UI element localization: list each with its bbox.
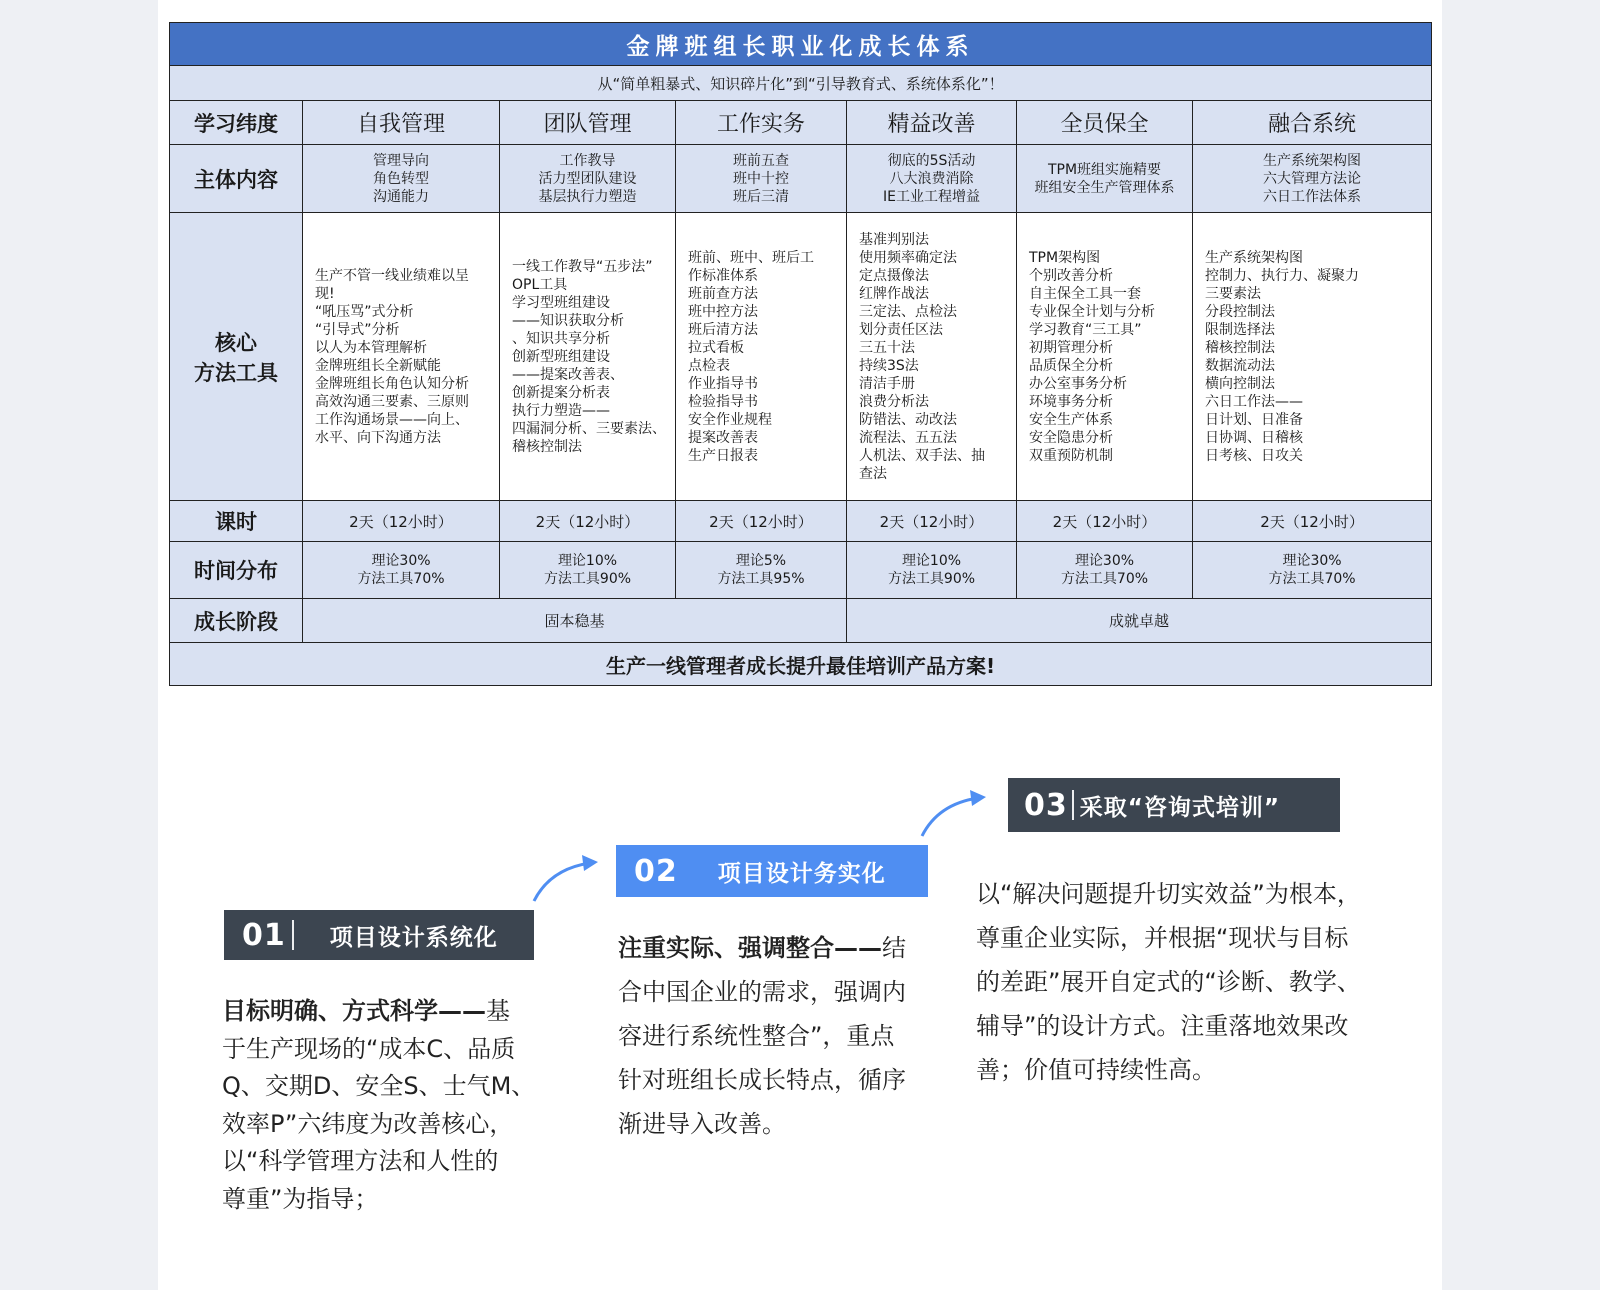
tool-item: 日考核、日攻关 bbox=[1205, 447, 1303, 464]
dimension-cell: 融合系统 bbox=[1193, 101, 1432, 145]
tool-item: 金牌班组长全新赋能 bbox=[315, 357, 441, 374]
step-03-badge bbox=[1008, 778, 1340, 832]
main-content-line: 六大管理方法论 bbox=[1263, 170, 1362, 187]
core-tools-row bbox=[170, 213, 1432, 501]
main-content-line: 六日工作法体系 bbox=[1263, 188, 1362, 205]
table-subtitle: 从“简单粗暴式、知识碎片化”到“引导教育式、系统体系化”！ bbox=[170, 66, 1432, 101]
step-line: 渐进导入改善。 bbox=[618, 1110, 786, 1138]
tool-item: 基准判别法 bbox=[859, 231, 929, 248]
tool-item: 班中控方法 bbox=[688, 303, 758, 320]
row-label-dimension: 学习纬度 bbox=[170, 101, 303, 145]
hours-cell: 2天（12小时） bbox=[847, 501, 1017, 542]
distribution-cell bbox=[1017, 542, 1193, 599]
tool-item: 执行力塑造—— bbox=[512, 402, 610, 419]
row-label-core-tools bbox=[170, 213, 303, 501]
tool-item: 作标准体系 bbox=[688, 267, 758, 284]
distribution-tools: 方法工具90% bbox=[543, 571, 632, 587]
tool-item: 水平、向下沟通方法 bbox=[315, 429, 441, 446]
main-content-cell bbox=[847, 145, 1017, 213]
tool-item: 红牌作战法 bbox=[859, 285, 929, 302]
main-content-line: 班前五查 bbox=[733, 152, 789, 169]
tool-item: 横向控制法 bbox=[1205, 375, 1275, 392]
step-label: 项目设计系统化 bbox=[329, 924, 498, 951]
tool-item: 作业指导书 bbox=[688, 375, 758, 392]
main-content-line: 班中十控 bbox=[733, 170, 789, 187]
tools-cell bbox=[1017, 213, 1193, 501]
tool-item: 生产系统架构图 bbox=[1205, 249, 1303, 266]
tool-item: 流程法、五五法 bbox=[859, 429, 957, 446]
tool-item: 拉式看板 bbox=[688, 339, 744, 356]
tools-cell bbox=[1193, 213, 1432, 501]
tool-item: 点检表 bbox=[688, 357, 730, 374]
tool-item: 品质保全分析 bbox=[1029, 357, 1113, 374]
distribution-theory: 理论10% bbox=[901, 553, 962, 569]
row-label-core-tools-line: 核心 bbox=[215, 330, 257, 355]
main-content-line: 彻底的5S活动 bbox=[887, 152, 976, 169]
distribution-theory: 理论30% bbox=[371, 553, 431, 569]
tool-item: 浪费分析法 bbox=[859, 393, 929, 410]
tool-item: 生产日报表 bbox=[688, 447, 758, 464]
tool-item: 稽核控制法 bbox=[512, 438, 582, 455]
tool-item: 环境事务分析 bbox=[1029, 393, 1113, 410]
tool-item: 学习型班组建设 bbox=[512, 294, 610, 311]
step-divider bbox=[292, 920, 294, 950]
stage-cell-foundation: 固本稳基 bbox=[303, 599, 847, 643]
tool-item: 日协调、日稽核 bbox=[1205, 429, 1303, 446]
main-content-line: 管理导向 bbox=[373, 152, 429, 169]
tool-item: 初期管理分析 bbox=[1029, 339, 1113, 356]
tool-item: 四漏洞分析、三要素法、 bbox=[512, 420, 666, 437]
step-02-text bbox=[618, 926, 938, 1146]
tool-item: 自主保全工具一套 bbox=[1029, 285, 1141, 302]
hours-cell: 2天（12小时） bbox=[500, 501, 676, 542]
distribution-cell bbox=[303, 542, 500, 599]
tool-item: 工作沟通场景——向上、 bbox=[315, 411, 469, 428]
step-divider bbox=[1072, 790, 1074, 820]
tool-item: 检验指导书 bbox=[688, 393, 758, 410]
main-content-cell bbox=[1193, 145, 1432, 213]
tool-item: 安全生产体系 bbox=[1029, 411, 1113, 428]
distribution-tools: 方法工具70% bbox=[1268, 571, 1356, 587]
tool-item: 分段控制法 bbox=[1205, 303, 1275, 320]
distribution-theory: 理论10% bbox=[557, 553, 618, 569]
step-number: 01 bbox=[242, 917, 286, 953]
main-content-line: 班后三清 bbox=[733, 188, 789, 205]
step-line: 以“科学管理方法和人性的 bbox=[222, 1147, 499, 1175]
step-number: 02 bbox=[634, 853, 678, 889]
row-label-core-tools-line: 方法工具 bbox=[194, 360, 278, 385]
tool-item: 日计划、日准备 bbox=[1205, 411, 1303, 428]
tool-item: 办公室事务分析 bbox=[1029, 375, 1127, 392]
tool-item: TPM架构图 bbox=[1029, 249, 1101, 266]
row-label-main-content: 主体内容 bbox=[170, 145, 303, 213]
tool-item: 划分责任区法 bbox=[859, 321, 943, 338]
tool-item: 金牌班组长角色认知分析 bbox=[315, 375, 469, 392]
tools-cell bbox=[500, 213, 676, 501]
main-content-line: 基层执行力塑造 bbox=[538, 188, 637, 205]
main-content-line: 工作教导 bbox=[559, 152, 616, 169]
tools-cell bbox=[303, 213, 500, 501]
main-content-cell bbox=[676, 145, 847, 213]
distribution-cell bbox=[1193, 542, 1432, 599]
tool-item: 查法 bbox=[859, 465, 887, 482]
dimension-cell: 工作实务 bbox=[676, 101, 847, 145]
dimension-row bbox=[170, 101, 1432, 145]
main-content-line: 活力型团队建设 bbox=[538, 170, 637, 187]
tool-item: 安全隐患分析 bbox=[1029, 429, 1113, 446]
step-02-badge bbox=[616, 845, 928, 897]
distribution-tools: 方法工具90% bbox=[887, 571, 976, 587]
distribution-theory: 理论5% bbox=[735, 553, 787, 569]
tool-item: ——知识获取分析 bbox=[512, 312, 624, 329]
dimension-cell: 自我管理 bbox=[303, 101, 500, 145]
distribution-cell bbox=[847, 542, 1017, 599]
tool-item: 防错法、动改法 bbox=[859, 411, 957, 428]
tool-item: ——提案改善表、 bbox=[512, 366, 624, 383]
main-content-cell bbox=[1017, 145, 1193, 213]
step-line: 尊重企业实际，并根据“现状与目标 bbox=[976, 924, 1349, 952]
tool-item: 一线工作教导“五步法” bbox=[512, 258, 653, 275]
tool-item: 学习教育“三工具” bbox=[1029, 321, 1142, 338]
hours-cell: 2天（12小时） bbox=[303, 501, 500, 542]
step-line: 容进行系统性整合”，重点 bbox=[618, 1022, 895, 1050]
tool-item: 以人为本管理解析 bbox=[315, 339, 427, 356]
step-label: 项目设计务实化 bbox=[717, 860, 886, 887]
arrow-icon bbox=[918, 790, 990, 840]
row-label-time-distribution: 时间分布 bbox=[170, 542, 303, 599]
row-label-hours: 课时 bbox=[170, 501, 303, 542]
distribution-cell bbox=[676, 542, 847, 599]
main-content-line: 沟通能力 bbox=[373, 188, 429, 205]
tool-item: 数据流动法 bbox=[1205, 357, 1275, 374]
tool-item: 三要素法 bbox=[1205, 285, 1261, 302]
tool-item: 人机法、双手法、抽 bbox=[859, 447, 985, 464]
tool-item: 高效沟通三要素、三原则 bbox=[315, 393, 469, 410]
tool-item: “引导式”分析 bbox=[315, 321, 400, 338]
step-bold-lead: 目标明确、方式科学—— bbox=[222, 997, 486, 1025]
tool-item: 清洁手册 bbox=[859, 375, 915, 392]
main-content-line: 班组安全生产管理体系 bbox=[1034, 179, 1175, 196]
step-line: 合中国企业的需求，强调内 bbox=[618, 978, 906, 1006]
step-number: 03 bbox=[1024, 787, 1068, 823]
tool-item: 专业保全计划与分析 bbox=[1029, 303, 1155, 320]
tool-item: 持续3S法 bbox=[859, 357, 919, 374]
tool-item: 班后清方法 bbox=[688, 321, 758, 338]
tool-item: 个别改善分析 bbox=[1029, 267, 1113, 284]
hours-cell: 2天（12小时） bbox=[1017, 501, 1193, 542]
tool-item: 使用频率确定法 bbox=[859, 249, 957, 266]
tool-item: 现! bbox=[315, 285, 335, 302]
tool-item: 创新提案分析表 bbox=[512, 384, 610, 401]
main-content-cell bbox=[500, 145, 676, 213]
step-line: 以“解决问题提升切实效益”为根本， bbox=[976, 880, 1361, 908]
step-line: 的差距”展开自定式的“诊断、教学、 bbox=[976, 968, 1361, 996]
step-line: 效率P”六纬度为改善核心， bbox=[222, 1109, 514, 1138]
tool-item: 三五十法 bbox=[859, 339, 915, 356]
step-line: 尊重”为指导； bbox=[222, 1184, 379, 1213]
main-content-line: 生产系统架构图 bbox=[1263, 152, 1362, 169]
tools-cell bbox=[847, 213, 1017, 501]
step-line: 于生产现场的“成本C、品质 bbox=[222, 1034, 516, 1063]
tool-item: 稽核控制法 bbox=[1205, 339, 1275, 356]
table-title: 金牌班组长职业化成长体系 bbox=[170, 23, 1432, 66]
step-line: 针对班组长成长特点，循序 bbox=[618, 1066, 906, 1094]
main-content-row bbox=[170, 145, 1432, 213]
hours-row bbox=[170, 501, 1432, 542]
arrow-icon bbox=[530, 855, 602, 905]
distribution-theory: 理论30% bbox=[1074, 553, 1135, 569]
tool-item: OPL工具 bbox=[512, 276, 568, 293]
tool-item: 班前、班中、班后工 bbox=[688, 249, 814, 266]
distribution-tools: 方法工具70% bbox=[1060, 571, 1149, 587]
step-03-text bbox=[976, 872, 1416, 1092]
tool-item: 提案改善表 bbox=[688, 429, 758, 446]
tool-item: 限制选择法 bbox=[1205, 321, 1275, 338]
main-content-line: 八大浪费消除 bbox=[889, 170, 974, 187]
dimension-cell: 全员保全 bbox=[1017, 101, 1193, 145]
step-line: 善；价值可持续性高。 bbox=[976, 1056, 1216, 1084]
tools-cell bbox=[676, 213, 847, 501]
step-label: 采取“咨询式培训” bbox=[1079, 794, 1280, 821]
growth-stage-row bbox=[170, 599, 1432, 643]
tool-item: 三定法、点检法 bbox=[859, 303, 957, 320]
tool-item: 创新型班组建设 bbox=[512, 348, 610, 365]
tool-item: “吼压骂”式分析 bbox=[315, 303, 414, 320]
row-label-growth-stage: 成长阶段 bbox=[170, 599, 303, 643]
tool-item: 双重预防机制 bbox=[1029, 447, 1113, 464]
dimension-cell: 团队管理 bbox=[500, 101, 676, 145]
tool-item: 定点摄像法 bbox=[859, 267, 929, 284]
main-content-line: IE工业工程增益 bbox=[883, 188, 980, 205]
tool-item: 班前查方法 bbox=[688, 285, 758, 302]
step-01-text bbox=[222, 993, 562, 1218]
tool-item: 六日工作法—— bbox=[1205, 393, 1303, 410]
stage-cell-excellence: 成就卓越 bbox=[847, 599, 1432, 643]
tool-item: 控制力、执行力、凝聚力 bbox=[1205, 267, 1359, 284]
step-line: 基 bbox=[486, 997, 510, 1025]
hours-cell: 2天（12小时） bbox=[1193, 501, 1432, 542]
table-footer: 生产一线管理者成长提升最佳培训产品方案! bbox=[170, 643, 1432, 686]
distribution-theory: 理论30% bbox=[1282, 553, 1342, 569]
hours-cell: 2天（12小时） bbox=[676, 501, 847, 542]
distribution-row bbox=[170, 542, 1432, 599]
tool-item: 生产不管一线业绩难以呈 bbox=[315, 267, 469, 284]
main-content-line: 角色转型 bbox=[373, 170, 429, 187]
page bbox=[158, 0, 1442, 1290]
distribution-tools: 方法工具95% bbox=[717, 571, 805, 587]
distribution-tools: 方法工具70% bbox=[357, 571, 445, 587]
tool-item: 、知识共享分析 bbox=[512, 330, 610, 347]
growth-system-table bbox=[169, 22, 1432, 686]
tool-item: 安全作业规程 bbox=[688, 411, 772, 428]
main-content-line: TPM班组实施精要 bbox=[1047, 161, 1162, 178]
main-content-cell bbox=[303, 145, 500, 213]
distribution-cell bbox=[500, 542, 676, 599]
step-bold-lead: 注重实际、强调整合—— bbox=[618, 934, 882, 962]
step-line: 结 bbox=[882, 934, 906, 962]
step-line: 辅导”的设计方式。注重落地效果改 bbox=[976, 1012, 1349, 1040]
dimension-cell: 精益改善 bbox=[847, 101, 1017, 145]
step-01-badge bbox=[224, 910, 534, 960]
step-line: Q、交期D、安全S、士气M、 bbox=[222, 1072, 536, 1100]
